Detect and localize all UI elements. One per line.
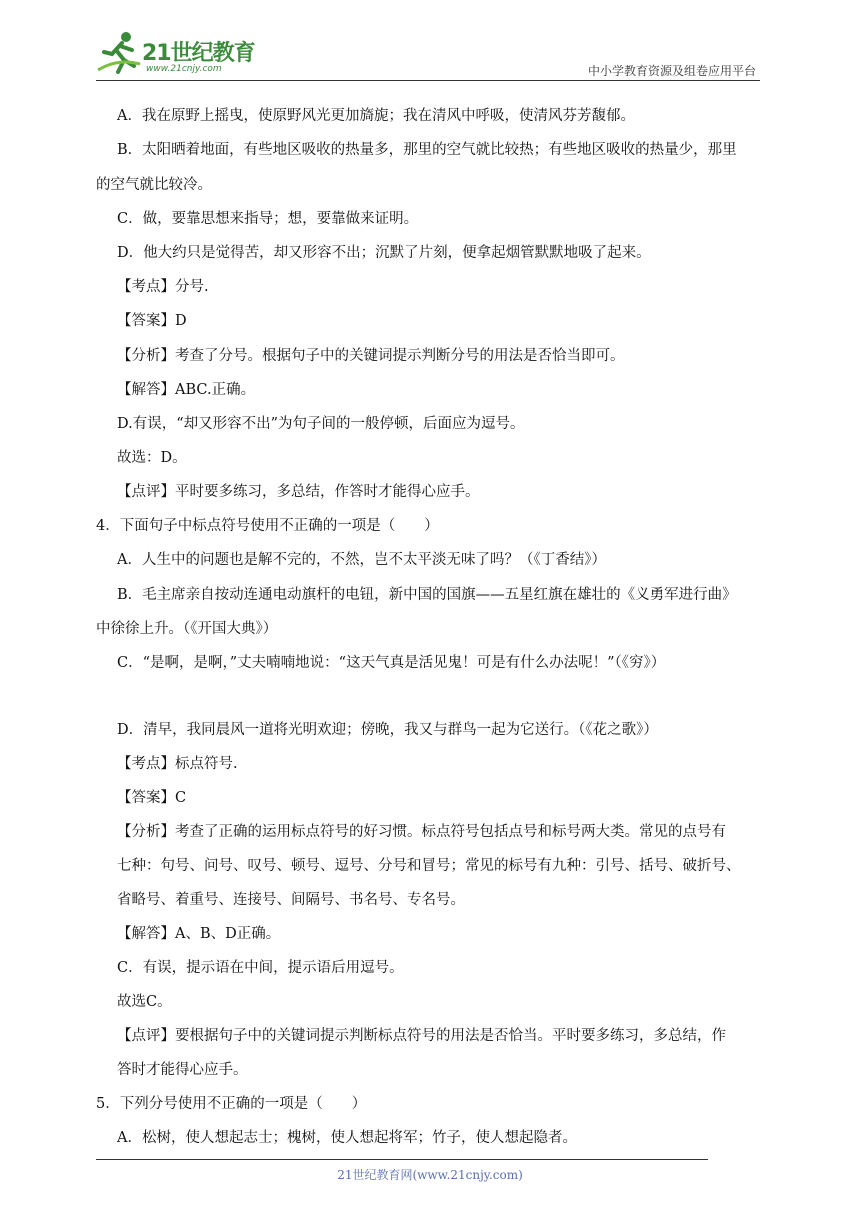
- logo-text: 21世纪教育: [142, 41, 255, 66]
- question-title: 4．下面句子中标点符号使用不正确的一项是（ ）: [96, 518, 439, 534]
- comment-text: 答时才能得心应手。: [117, 1062, 248, 1078]
- answer-label: 【答案】D: [117, 313, 187, 329]
- option-line: D．清早，我同晨风一道将光明欢迎；傍晚，我又与群鸟一起为它送行。（《花之歌》）: [117, 722, 658, 738]
- option-line: C．做，要靠思想来指导；想，要靠做来证明。: [117, 211, 419, 227]
- topic-label: 【考点】标点符号.: [117, 756, 238, 772]
- footer-divider: [96, 1159, 708, 1160]
- solution-text: 【解答】ABC.正确。: [117, 382, 256, 398]
- question-title: 5．下列分号使用不正确的一项是（ ）: [96, 1096, 367, 1112]
- runner-logo-icon: [96, 28, 142, 76]
- choice-text: 故选：D。: [117, 450, 187, 466]
- option-line: C．“是啊，是啊，”丈夫喃喃地说：“这天气真是活见鬼！可是有什么办法呢！”（《穷》）: [117, 655, 666, 671]
- option-line-continued: 的空气就比较冷。: [96, 177, 212, 193]
- analysis-text: 【分析】考查了分号。根据句子中的关键词提示判断分号的用法是否恰当即可。: [117, 348, 625, 364]
- answer-label: 【答案】C: [117, 790, 187, 806]
- logo-url: www.21cnjy.com: [146, 64, 222, 74]
- topic-label: 【考点】分号.: [117, 279, 209, 295]
- site-logo: [96, 28, 266, 76]
- comment-text: 【点评】平时要多练习，多总结，作答时才能得心应手。: [117, 484, 480, 500]
- footer-source: 21世纪教育网(www.21cnjy.com): [337, 1168, 523, 1182]
- option-line: A．我在原野上摇曳，使原野风光更加旖旎；我在清风中呼吸，使清风芬芳馥郁。: [117, 108, 635, 124]
- option-line: D．他大约只是觉得苦，却又形容不出；沉默了片刻，便拿起烟管默默地吸了起来。: [117, 245, 651, 261]
- page-header: [96, 28, 760, 81]
- solution-text: 【解答】A、B、D正确。: [117, 926, 281, 942]
- comment-text: 【点评】要根据句子中的关键词提示判断标点符号的用法是否恰当。平时要多练习，多总结，作: [117, 1028, 726, 1044]
- solution-text: D.有误，“却又形容不出”为句子间的一般停顿，后面应为逗号。: [117, 416, 525, 432]
- option-line-continued: 中徐徐上升。（《开国大典》）: [96, 621, 278, 637]
- solution-text: C．有误，提示语在中间，提示语后用逗号。: [117, 960, 404, 976]
- option-line: B．太阳晒着地面，有些地区吸收的热量多，那里的空气就比较热；有些地区吸收的热量少，那里: [117, 142, 737, 158]
- option-line: A．松树，使人想起志士；槐树，使人想起将军；竹子，使人想起隐者。: [117, 1130, 577, 1146]
- option-line: B．毛主席亲自按动连通电动旗杆的电钮，新中国的国旗——五星红旗在雄壮的《义勇军进行曲》: [117, 587, 737, 603]
- choice-text: 故选C。: [117, 994, 172, 1010]
- analysis-text: 【分析】考查了正确的运用标点符号的好习惯。标点符号包括点号和标号两大类。常见的点号有: [117, 824, 726, 840]
- option-line: A．人生中的问题也是解不完的，不然，岂不太平淡无味了吗？（《丁香结》）: [117, 552, 606, 568]
- analysis-text: 七种：句号、问号、叹号、顿号、逗号、分号和冒号；常见的标号有九种：引号、括号、破折号、: [117, 858, 741, 874]
- analysis-text: 省略号、着重号、连接号、间隔号、书名号、专名号。: [117, 892, 465, 908]
- platform-tagline: 中小学教育资源及组卷应用平台: [587, 64, 756, 78]
